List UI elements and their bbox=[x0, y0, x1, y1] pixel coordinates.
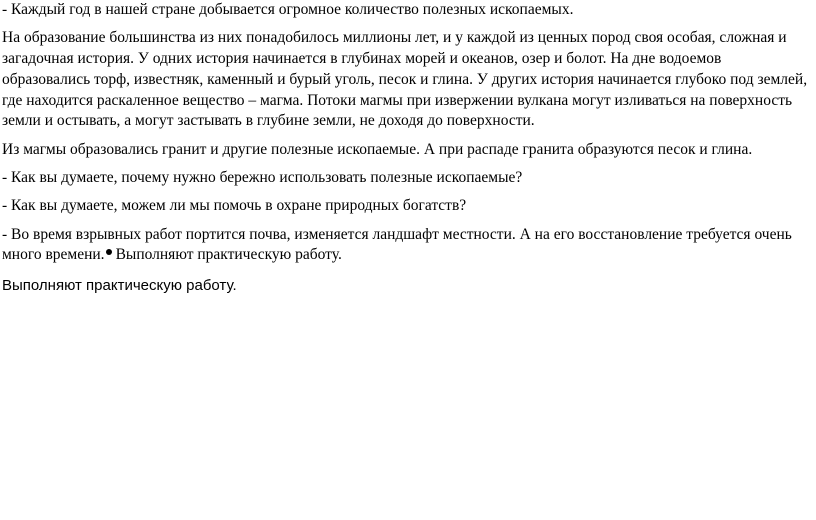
paragraph-question-careful-use: - Как вы думаете, почему нужно бережно использовать полезные ископаемые? bbox=[2, 169, 523, 187]
paragraph-formation-history: На образование большинства из них понадобилось миллионы лет, и у каждой из ценных пород своя особая, сложная и загадочная история. У одних история начинается в глубинах морей и океанов, озер и болот. На дне водоемов образовались торф, известняк, каменный и бурый уголь, песок и глина. У других история начинается глубоко под землей, где находится раскаленное вещество – магма. Потоки магмы при извержении вулкана могут изливаться на поверхность земли и остывать, а могут застывать в глубине земли, не доходя до поверхности. bbox=[2, 29, 808, 130]
document-body bbox=[2, 0, 808, 304]
bullet-icon bbox=[106, 249, 112, 255]
paragraph-question-protection: - Как вы думаете, можем ли мы помочь в охране природных богатств? bbox=[2, 197, 467, 215]
paragraph-practical-work-inline: Выполняют практическую работу. bbox=[115, 246, 342, 264]
paragraph-magma-granite: Из магмы образовались гранит и другие полезные ископаемые. А при распаде гранита образуются песок и глина. bbox=[2, 140, 753, 158]
paragraph-intro: - Каждый год в нашей стране добывается огромное количество полезных ископаемых. bbox=[2, 1, 574, 18]
paragraph-explosive-works bbox=[2, 225, 808, 267]
paragraph-practical-work: Выполняют практическую работу. bbox=[2, 277, 237, 295]
paragraph-explosive-works-text: - Во время взрывных работ портится почва, изменяется ландшафт местности. А на его восстановление требуется очень много времени. bbox=[2, 225, 792, 264]
